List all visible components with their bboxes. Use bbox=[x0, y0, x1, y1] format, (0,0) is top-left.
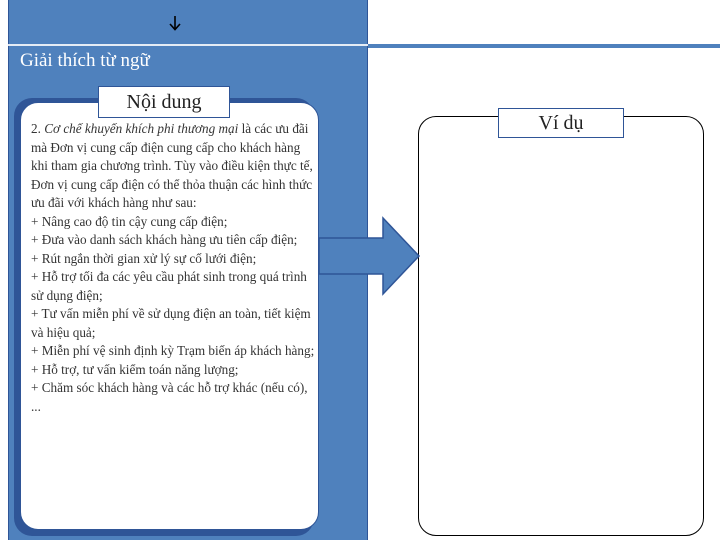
intro-term: Cơ chế khuyến khích phi thương mại bbox=[44, 121, 239, 136]
content-body: là các ưu đãi mà Đơn vị cung cấp điện cung cấp cho khách hàng khi tham gia chương trình. Tùy vào điều kiện thực tế, Đơn vị cung cấp điện có thể thỏa thuận các hình thức ưu đãi với khách hàng như sau: + Nâng cao độ tin cậy cung cấp điện; + Đưa vào danh sách khách hàng ưu tiên cấp điện; + Rút ngắn thời gian xử lý sự cố lưới điện; + Hỗ trợ tối đa các yêu cầu phát sinh trong quá trình sử dụng điện; + Tư vấn miễn phí về sử dụng điện an toàn, tiết kiệm và hiệu quả; + Miễn phí vệ sinh định kỳ Trạm biến áp khách hàng; + Hỗ trợ, tư vấn kiểm toán năng lượng; + Chăm sóc khách hàng và các hỗ trợ khác (nếu có), ... bbox=[31, 121, 315, 414]
right-arrow-icon bbox=[317, 216, 421, 296]
panel-divider bbox=[8, 44, 368, 46]
arrow-down-icon bbox=[168, 14, 182, 32]
example-box bbox=[418, 116, 704, 536]
intro-number: 2. bbox=[31, 121, 45, 136]
example-label: Ví dụ bbox=[498, 108, 624, 138]
panel-title: Giải thích từ ngữ bbox=[20, 50, 150, 71]
content-label: Nội dung bbox=[98, 86, 230, 118]
top-divider-line bbox=[368, 44, 720, 48]
content-text bbox=[31, 120, 315, 416]
